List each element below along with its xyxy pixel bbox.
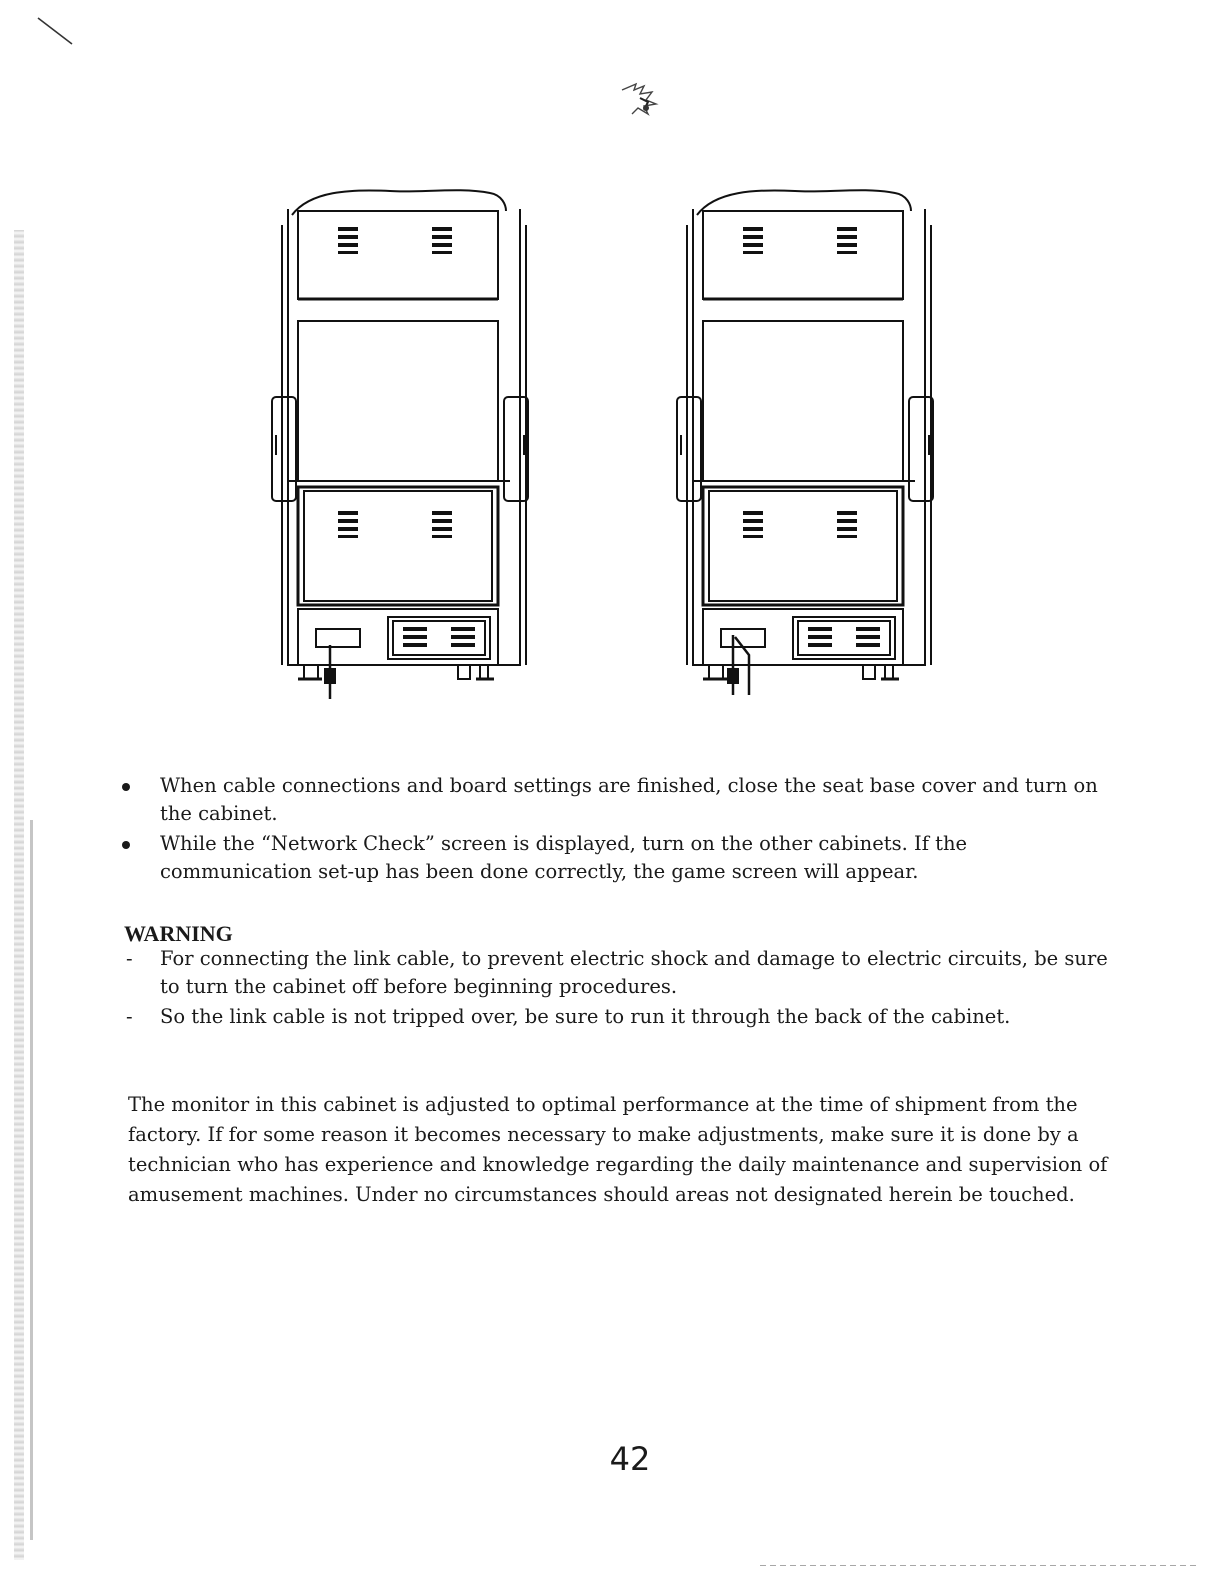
cabinet-rear-view-left [270, 185, 530, 705]
scan-shadow [14, 230, 24, 1560]
warning-text: So the link cable is not tripped over, be sure to run it through the back of the cabinet. [160, 1005, 1011, 1028]
warning-list [118, 945, 1118, 1033]
dash-marker: - [126, 1005, 133, 1028]
bullet-text: While the “Network Check” screen is displayed, turn on the other cabinets. If the communication set-up has been done correctly, the game screen will appear. [160, 832, 968, 883]
warning-item [118, 945, 1118, 1001]
cabinet-rear-view-right [675, 185, 935, 705]
bullet-item [118, 830, 1118, 886]
scan-bottom-edge [760, 1565, 1200, 1566]
bullet-dot-icon [122, 841, 130, 849]
scan-shadow-line [30, 820, 33, 1540]
page-number: 42 [609, 1440, 651, 1478]
manufacturer-logo-icon [618, 78, 664, 120]
bullet-dot-icon [122, 783, 130, 791]
dash-marker: - [126, 947, 133, 970]
bullet-text: When cable connections and board settings are finished, close the seat base cover and turn on the cabinet. [160, 774, 1098, 825]
monitor-adjustment-paragraph: The monitor in this cabinet is adjusted to optimal performance at the time of shipment from the factory. If for some reason it becomes necessary to make adjustments, make sure it is done by a technician who has experience and knowledge regarding the daily maintenance and supervision of amusement machines. Under no circumstances should areas not designated herein be touched. [128, 1093, 1108, 1206]
instruction-bullets [118, 772, 1118, 888]
scan-mark-icon [36, 14, 76, 48]
warning-text: For connecting the link cable, to prevent electric shock and damage to electric circuits, be sure to turn the cabinet off before beginning procedures. [160, 947, 1108, 998]
warning-heading: WARNING [124, 921, 233, 946]
warning-item [118, 1003, 1118, 1031]
bullet-item [118, 772, 1118, 828]
